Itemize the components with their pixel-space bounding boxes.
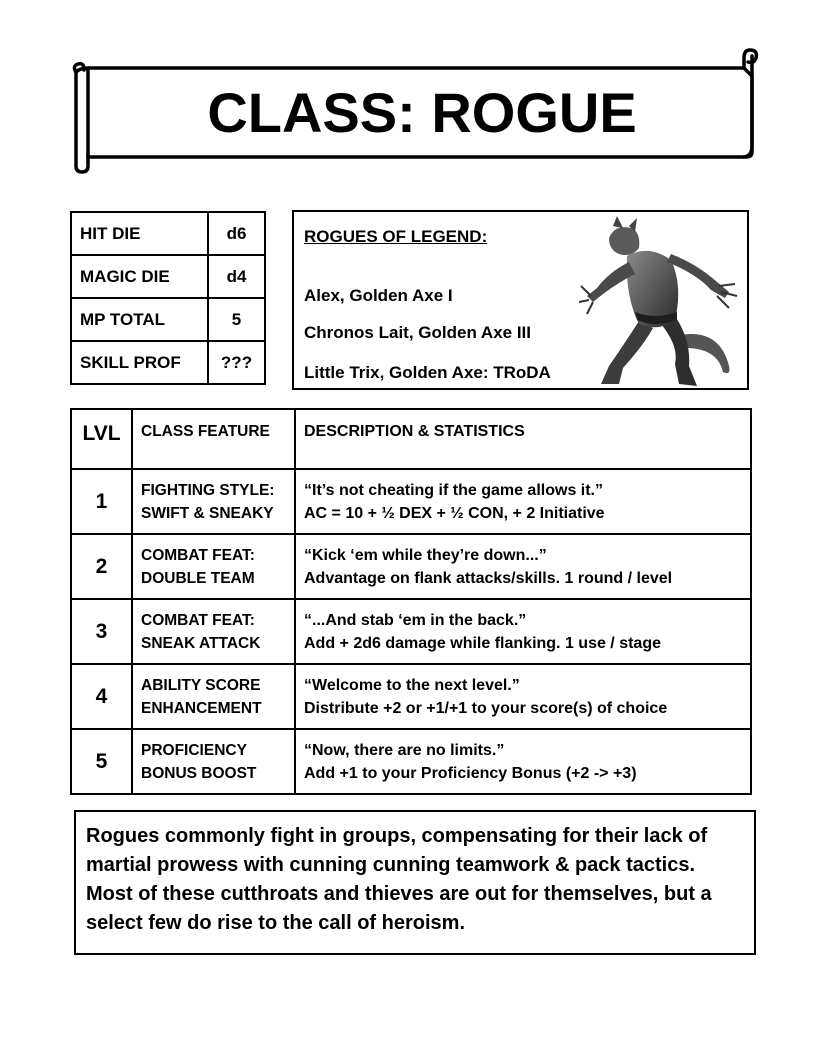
statistics: Add +1 to your Proficiency Bonus (+2 -> +3) (304, 764, 637, 782)
description (295, 664, 751, 729)
class-summary: Rogues commonly fight in groups, compensating for their lack of martial prowess with cunning cunning teamwork & pack tactics. Most of these cutthroats and thieves are out for themselves, but a select few do rise to the call of heroism. (74, 810, 756, 955)
feature-line: DOUBLE TEAM (141, 569, 255, 587)
quote: “Now, there are no limits.” (304, 741, 505, 759)
stat-row (71, 212, 265, 255)
class-feature (132, 469, 295, 534)
legend-item: Alex, Golden Axe I (304, 286, 453, 305)
page-title: CLASS: ROGUE (207, 80, 637, 144)
class-feature (132, 534, 295, 599)
feature-line: BONUS BOOST (141, 764, 257, 782)
level-number: 2 (71, 534, 132, 599)
stat-value: d4 (208, 255, 265, 298)
table-row (71, 469, 751, 534)
description (295, 469, 751, 534)
stat-row (71, 298, 265, 341)
description (295, 599, 751, 664)
level-number: 4 (71, 664, 132, 729)
legend-item: Little Trix, Golden Axe: TRoDA (304, 363, 551, 382)
table-row (71, 534, 751, 599)
class-feature (132, 599, 295, 664)
quote: “...And stab ‘em in the back.” (304, 611, 527, 629)
level-table (70, 408, 752, 795)
description (295, 534, 751, 599)
feature-line: PROFICIENCY (141, 741, 247, 759)
level-number: 5 (71, 729, 132, 794)
table-row (71, 599, 751, 664)
stat-label: MAGIC DIE (71, 255, 208, 298)
stats-table (70, 211, 266, 385)
statistics: Advantage on flank attacks/skills. 1 round / level (304, 569, 673, 587)
rogue-figure-icon (579, 216, 739, 388)
stat-row (71, 255, 265, 298)
level-number: 3 (71, 599, 132, 664)
table-row (71, 664, 751, 729)
stat-value: 5 (208, 298, 265, 341)
feature-line: ENHANCEMENT (141, 699, 262, 717)
statistics: Distribute +2 or +1/+1 to your score(s) of choice (304, 699, 668, 717)
statistics: Add + 2d6 damage while flanking. 1 use / stage (304, 634, 661, 652)
quote: “It’s not cheating if the game allows it.” (304, 481, 603, 499)
stat-value: ??? (208, 341, 265, 384)
legend-title: ROGUES OF LEGEND: (304, 227, 488, 246)
legend-box (292, 210, 749, 390)
description (295, 729, 751, 794)
statistics: AC = 10 + ½ DEX + ½ CON, + 2 Initiative (304, 504, 605, 522)
title-banner (62, 46, 762, 176)
table-row (71, 729, 751, 794)
header-class-feature: CLASS FEATURE (132, 409, 295, 469)
stat-label: HIT DIE (71, 212, 208, 255)
feature-line: FIGHTING STYLE: (141, 481, 275, 499)
stat-label: SKILL PROF (71, 341, 208, 384)
quote: “Kick ‘em while they’re down...” (304, 546, 547, 564)
table-header-row (71, 409, 751, 469)
feature-line: SWIFT & SNEAKY (141, 504, 274, 522)
stat-label: MP TOTAL (71, 298, 208, 341)
feature-line: SNEAK ATTACK (141, 634, 261, 652)
class-feature (132, 664, 295, 729)
quote: “Welcome to the next level.” (304, 676, 520, 694)
header-description: DESCRIPTION & STATISTICS (295, 409, 751, 469)
feature-line: COMBAT FEAT: (141, 546, 255, 564)
stat-value: d6 (208, 212, 265, 255)
class-feature (132, 729, 295, 794)
header-lvl: LVL (71, 409, 132, 469)
feature-line: COMBAT FEAT: (141, 611, 255, 629)
feature-line: ABILITY SCORE (141, 676, 261, 694)
level-number: 1 (71, 469, 132, 534)
legend-item: Chronos Lait, Golden Axe III (304, 323, 532, 342)
stat-row (71, 341, 265, 384)
